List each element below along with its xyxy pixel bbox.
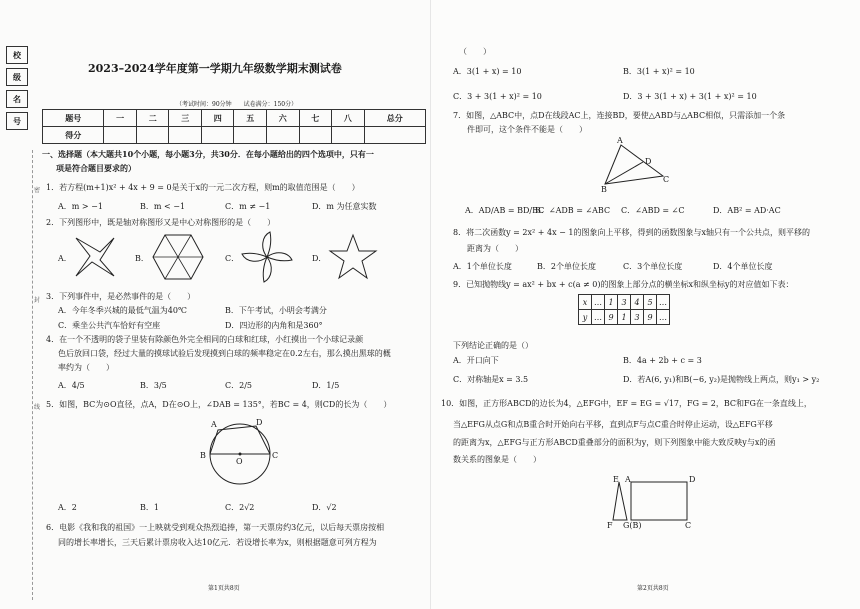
option: D．若A(6, y₁)和B(−6, y₂)是抛物线上两点，则y₁ > y₂: [623, 375, 820, 384]
binding-strip: [0, 40, 34, 140]
option: C．3 + 3(1 + x)² = 10: [453, 92, 542, 101]
option: C．∠ABD = ∠C: [621, 206, 685, 215]
option: A．开口向下: [453, 356, 499, 365]
question-6-paren: （ ）: [459, 47, 491, 56]
figure-label: A: [617, 136, 623, 145]
question-8: 8．将二次函数y = 2x² + 4x − 1的图象向上平移，得到的函数图象与x轴只有一个公共点，则平移的: [453, 228, 810, 237]
table-cell: 4: [631, 295, 644, 310]
figure-label: G(B): [623, 521, 642, 530]
question-4-line: 色后放回口袋，经过大量的摸球试验后发现摸到白球的频率稳定在0.2左右，那么摸出黑球的概: [58, 349, 391, 358]
question-8-line: 距离为（ ）: [467, 244, 523, 253]
option: B．下午考试，小明会考满分: [225, 306, 327, 315]
table-cell: 3: [631, 310, 644, 325]
question-10-line: 当△EFG从点G和点B重合时开始向右平移，直到点F与点C重合时停止运动，设△EFG平移: [453, 420, 773, 429]
seal-mark: 线: [34, 404, 41, 411]
table-cell: 四: [201, 110, 234, 127]
question-9-stem: 下列结论正确的是（）: [453, 341, 533, 350]
option: B．: [135, 254, 149, 263]
binding-cell-number: 号: [6, 112, 28, 130]
figure-label: C: [272, 451, 279, 460]
figure-label: C: [685, 521, 692, 530]
figure-label: O: [236, 457, 243, 466]
table-cell: [234, 127, 267, 144]
question-9: 9．已知抛物线y = ax² + bx + c(a ≠ 0)的图象上部分点的横坐标x和纵坐标y的对应值如下表：: [453, 280, 794, 289]
table-cell: [104, 127, 137, 144]
option: C．2√2: [225, 503, 255, 512]
option: D．4个单位长度: [713, 262, 773, 271]
option: C．乘坐公共汽车恰好有空座: [58, 321, 161, 330]
option: C．2/5: [225, 381, 252, 390]
option: B．2个单位长度: [537, 262, 596, 271]
seal-mark: 封: [34, 297, 41, 304]
question-6-line: 同的增长率增长，三天后累计票房收入达10亿元．若设增长率为x，则根据题意可列方程为: [58, 538, 377, 547]
table-cell: [169, 127, 202, 144]
question-10-line: 的距离为x，△EFG与正方形ABCD重叠部分的面积为y，则下列图象中能大致反映y与x的函: [453, 438, 776, 447]
option: D．√2: [312, 503, 337, 512]
hexagon-figure: [152, 233, 204, 281]
pinwheel-figure: [70, 232, 120, 282]
table-cell: 总分: [364, 110, 425, 127]
table-cell: 七: [299, 110, 332, 127]
question-1: 1．若方程(m+1)x² + 4x + 9 = 0是关于x的一元二次方程，则m的取值范围是（ ）: [46, 183, 360, 192]
option: A．2: [58, 503, 77, 512]
figure-label: F: [607, 521, 613, 530]
table-cell: …: [592, 295, 605, 310]
windmill-figure: [240, 230, 294, 284]
table-cell: 五: [234, 110, 267, 127]
option: D．AB² = AD·AC: [713, 206, 781, 215]
table-cell: [332, 127, 365, 144]
figure-label: C: [663, 175, 670, 184]
figure-label: B: [601, 185, 607, 194]
option: B．1: [140, 503, 159, 512]
option: C．对称轴是x = 3.5: [453, 375, 529, 384]
binding-cell-grade: 级: [6, 68, 28, 86]
page-footer: 第1页共8页: [208, 585, 240, 592]
table-cell: 一: [104, 110, 137, 127]
option: C．: [225, 254, 240, 263]
table-cell: [201, 127, 234, 144]
option: D．四边形的内角和是360°: [225, 321, 323, 330]
table-cell: 得分: [43, 127, 104, 144]
table-cell: …: [592, 310, 605, 325]
figure-label: D: [645, 157, 652, 166]
table-cell: 1: [605, 295, 618, 310]
table-cell: 二: [136, 110, 169, 127]
option: D．: [312, 254, 327, 263]
figure-label: D: [256, 418, 263, 427]
table-cell: [364, 127, 425, 144]
table-cell: 5: [644, 295, 657, 310]
question-6: 6．电影《我和我的祖国》一上映就受到观众热烈追捧，第一天票房约3亿元，以后每天票房按相: [46, 523, 385, 532]
option: B．m < −1: [140, 202, 186, 211]
table-cell: x: [579, 295, 592, 310]
square-triangle-figure: [599, 478, 703, 526]
table-cell: y: [579, 310, 592, 325]
table-cell: [267, 127, 300, 144]
section-heading: 项是符合题目要求的）: [56, 163, 136, 173]
option: A．AD/AB = BD/BC: [465, 206, 545, 215]
option: B．4a + 2b + c = 3: [623, 356, 702, 365]
table-cell: 9: [605, 310, 618, 325]
question-7-line: 件即可，这个条件不能是（ ）: [467, 125, 587, 134]
question-10-line: 数关系的图象是（ ）: [453, 455, 541, 464]
table-cell: [136, 127, 169, 144]
table-cell: 六: [267, 110, 300, 127]
binding-cell-name: 名: [6, 90, 28, 108]
table-cell: …: [657, 295, 670, 310]
table-cell: 9: [644, 310, 657, 325]
option: A．: [58, 254, 72, 263]
question-7: 7．如图，△ABC中，点D在线段AC上，连接BD，要使△ABD与△ABC相似，只需添加一个条: [453, 111, 786, 120]
section-heading: 一、选择题（本大题共10个小题，每小题3分，共30分．在每小题给出的四个选项中，只有一: [42, 149, 374, 159]
figure-label: D: [689, 475, 696, 484]
option: D．1/5: [312, 381, 340, 390]
question-3: 3．下列事件中，是必然事件的是（ ）: [46, 292, 196, 301]
option: D．3 + 3(1 + x) + 3(1 + x)² = 10: [623, 92, 757, 101]
option: B．3(1 + x)² = 10: [623, 67, 695, 76]
seal-dashed-line: [32, 150, 33, 600]
table-cell: 3: [618, 295, 631, 310]
table-row: [579, 295, 670, 310]
option: B．3/5: [140, 381, 167, 390]
option: A．1个单位长度: [453, 262, 512, 271]
option: D．m 为任意实数: [312, 202, 377, 211]
exam-meta: （考试时间：90分钟 试卷满分：150分）: [176, 101, 298, 108]
score-table-row: [43, 110, 426, 127]
table-cell: 八: [332, 110, 365, 127]
figure-label: B: [200, 451, 206, 460]
option: A．3(1 + x) = 10: [453, 67, 522, 76]
page-footer: 第2页共8页: [637, 585, 669, 592]
option: B．∠ADB = ∠ABC: [535, 206, 611, 215]
question-5: 5．如图，BC为⊙O直径，点A，D在⊙O上，∠DAB = 135°，若BC = 4，则CD的长为（ ）: [46, 400, 392, 409]
question-10: 10．如图，正方形ABCD的边长为4，△EFG中，EF = EG = √17，FG = 2，BC和FG在一条直线上，: [441, 399, 812, 408]
score-table: [42, 109, 426, 144]
table-cell: 1: [618, 310, 631, 325]
star-figure: [328, 233, 378, 281]
xy-value-table: [578, 294, 670, 325]
triangle-figure: [599, 140, 669, 190]
option: A．今年冬季兴城的最低气温为40℃: [58, 306, 187, 315]
table-cell: 三: [169, 110, 202, 127]
option: C．3个单位长度: [623, 262, 683, 271]
exam-title: 2023–2024学年度第一学期九年级数学期末测试卷: [88, 62, 342, 75]
figure-label: E: [613, 475, 619, 484]
figure-label: A: [211, 420, 217, 429]
option: A．m > −1: [58, 202, 103, 211]
question-4-line: 率约为（ ）: [58, 363, 114, 372]
option: A．4/5: [58, 381, 85, 390]
table-row: [579, 310, 670, 325]
score-table-row: [43, 127, 426, 144]
seal-mark: 密: [34, 187, 41, 194]
table-cell: 题号: [43, 110, 104, 127]
binding-cell-school: 校: [6, 46, 28, 64]
table-cell: [299, 127, 332, 144]
option: C．m ≠ −1: [225, 202, 271, 211]
figure-label: A: [625, 475, 631, 484]
question-4: 4．在一个不透明的袋子里装有除颜色外完全相同的白球和红球，小红摸出一个小球记录颜: [46, 335, 364, 344]
table-cell: …: [657, 310, 670, 325]
question-2: 2．下列图形中，既是轴对称图形又是中心对称图形的是（ ）: [46, 218, 276, 227]
